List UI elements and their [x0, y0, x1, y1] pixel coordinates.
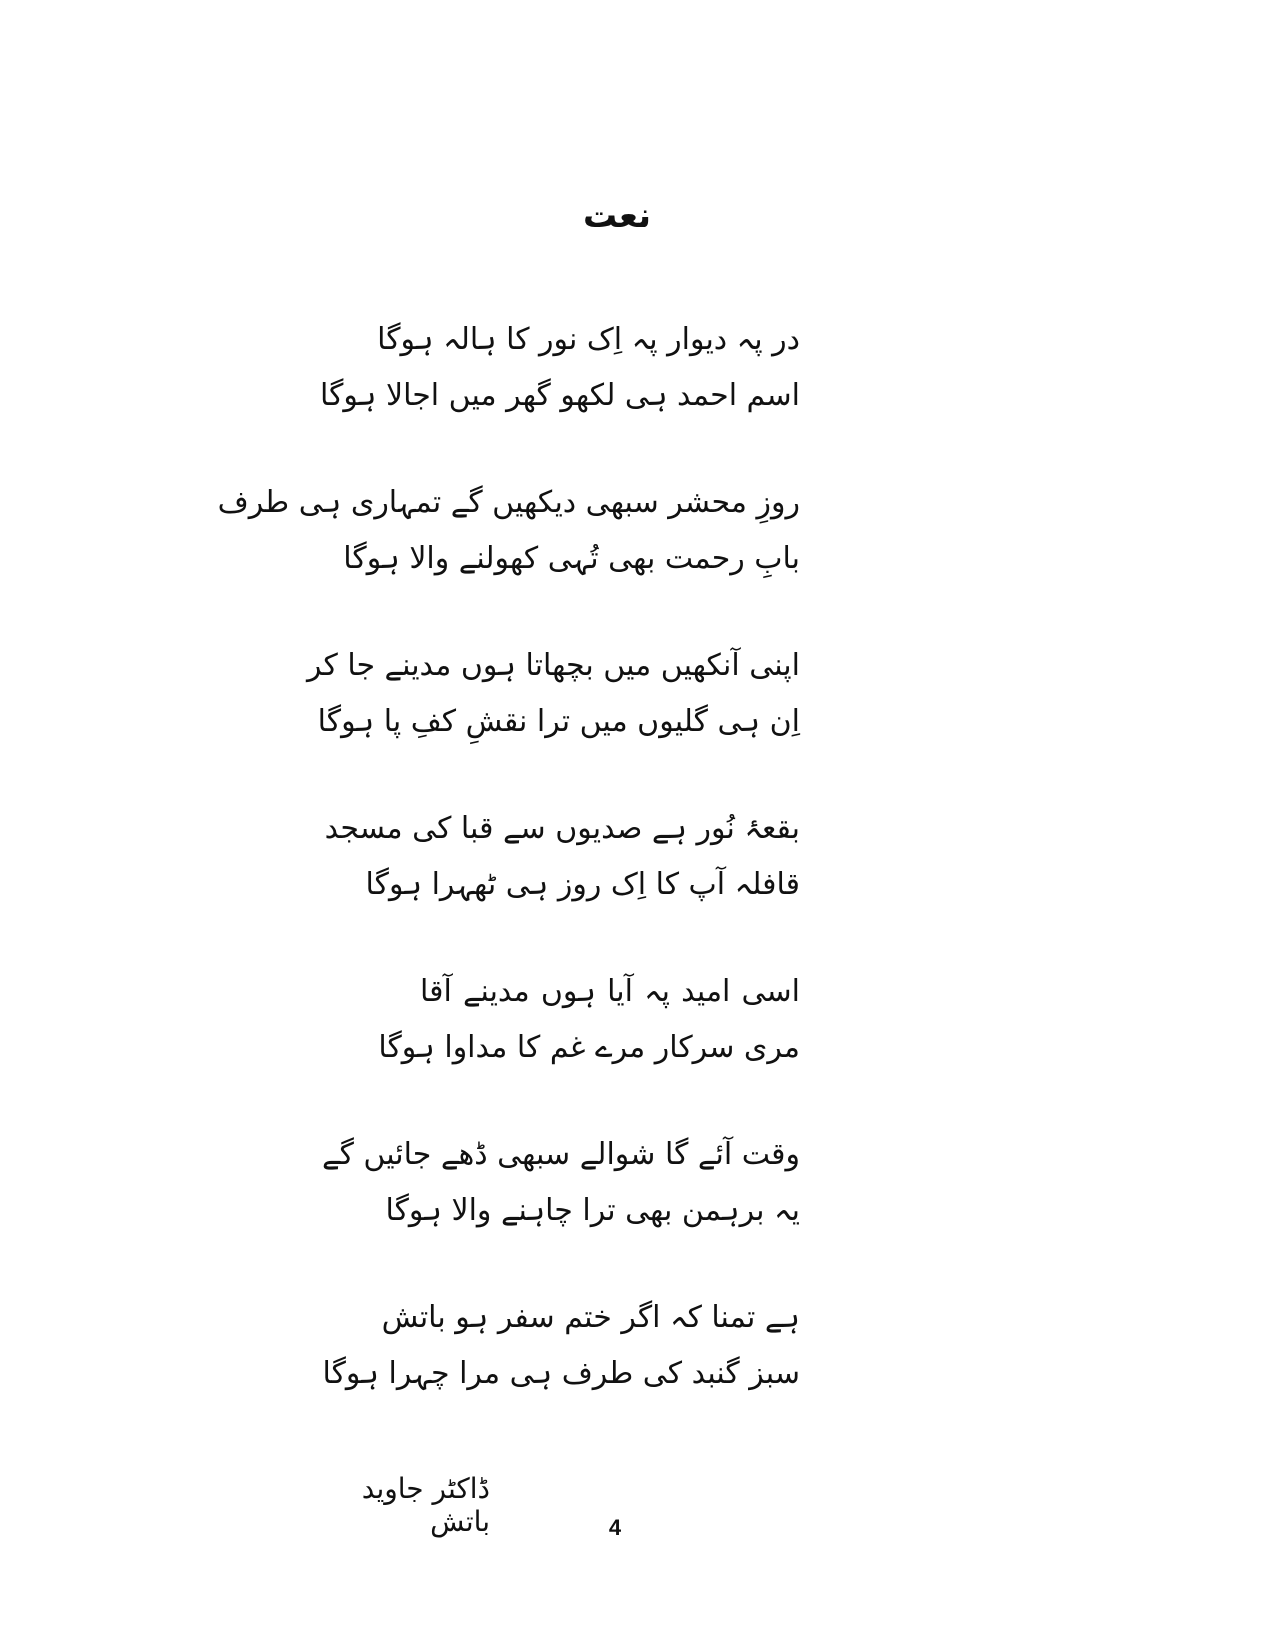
verse-line: اپنی آنکھیں میں بچھاتا ہوں مدینے جا کر — [306, 648, 800, 683]
verse-line: اسم احمد ہی لکھو گھر میں اجالا ہوگا — [319, 378, 800, 413]
poem-title: نعت — [583, 196, 651, 236]
verse-line: در پہ دیوار پہ اِک نور کا ہالہ ہوگا — [377, 322, 800, 357]
verse-line: یہ برہمن بھی ترا چاہنے والا ہوگا — [385, 1193, 800, 1228]
verse-line: ہے تمنا کہ اگر ختم سفر ہو باتش — [381, 1300, 800, 1335]
poem-body — [217, 312, 800, 1453]
stanza-5 — [378, 964, 800, 1127]
verse-line: وقت آئے گا شوالے سبھی ڈھے جائیں گے — [322, 1137, 800, 1172]
verse-line: سبز گنبد کی طرف ہی مرا چہرا ہوگا — [322, 1356, 800, 1391]
stanza-3 — [306, 638, 800, 801]
stanza-2 — [217, 475, 800, 638]
page-number: 4 — [608, 1515, 622, 1540]
verse-line: بابِ رحمت بھی تُہی کھولنے والا ہوگا — [343, 541, 800, 576]
verse-line: قافلہ آپ کا اِک روز ہی ٹھہرا ہوگا — [365, 867, 800, 902]
stanza-4 — [324, 801, 800, 964]
stanza-7 — [322, 1290, 800, 1453]
verse-line: مری سرکار مرے غم کا مداوا ہوگا — [378, 1030, 800, 1065]
stanza-6 — [322, 1127, 800, 1290]
stanza-1 — [319, 312, 800, 475]
verse-line: روزِ محشر سبھی دیکھیں گے تمہاری ہی طرف — [217, 485, 800, 520]
verse-line: اسی امید پہ آیا ہوں مدینے آقا — [420, 974, 800, 1009]
verse-line: بقعۂ نُور ہے صدیوں سے قبا کی مسجد — [324, 811, 800, 846]
verse-line: اِن ہی گلیوں میں ترا نقشِ کفِ پا ہوگا — [317, 704, 800, 739]
poet-signature: ڈاکٹر جاوید باتش — [361, 1472, 490, 1538]
